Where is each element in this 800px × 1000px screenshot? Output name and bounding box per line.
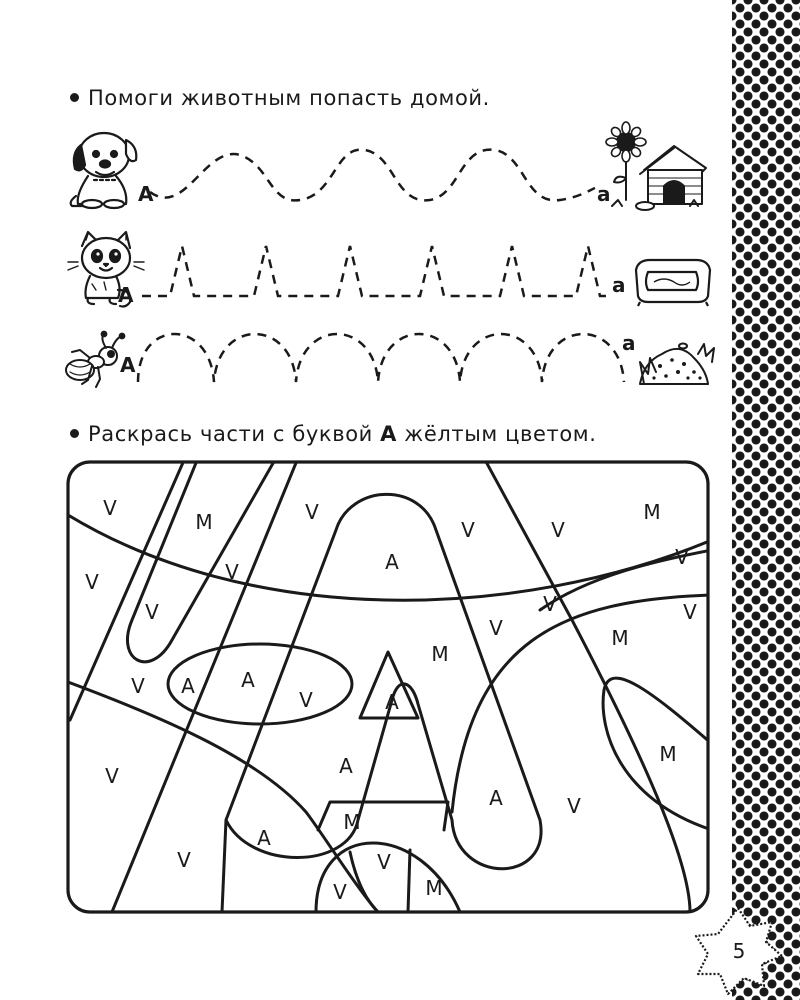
puzzle-letter: A <box>339 754 353 778</box>
puzzle-letter: M <box>659 742 677 766</box>
puzzle-letter: A <box>257 826 271 850</box>
ant-icon <box>66 332 124 387</box>
page-number-badge <box>696 908 782 994</box>
puzzle-letter: M <box>643 500 661 524</box>
puzzle-letter: M <box>431 642 449 666</box>
tracing-path-arches <box>138 334 624 382</box>
puzzle-letter: V <box>177 848 191 872</box>
tracing-path-zigzag <box>142 246 610 296</box>
puzzle-letter: V <box>103 496 117 520</box>
page-number: 5 <box>732 939 746 963</box>
puzzle-letter: A <box>385 550 399 574</box>
coloring-puzzle <box>60 458 712 912</box>
puzzle-letter: V <box>489 616 503 640</box>
tracing-row-2 <box>68 232 710 307</box>
puzzle-letter: A <box>181 674 195 698</box>
tracing-path-wave <box>150 150 595 201</box>
task-2-suffix: жёлтым цветом. <box>397 422 597 446</box>
task-2-prefix: Раскрась части с буквой <box>88 422 381 446</box>
puzzle-letter: M <box>611 626 629 650</box>
puzzle-letter: M <box>195 510 213 534</box>
puzzle-letter: V <box>105 764 119 788</box>
end-letter: а <box>612 273 626 297</box>
puzzle-letter: A <box>385 690 399 714</box>
task-1-text: Помоги животным попасть домой. <box>88 86 490 110</box>
puzzle-letter: V <box>461 518 475 542</box>
puzzle-letter: V <box>225 560 239 584</box>
puzzle-letter: A <box>489 786 503 810</box>
start-letter: А <box>120 353 136 377</box>
puzzle-letter: V <box>567 794 581 818</box>
tongue-shape <box>127 458 276 662</box>
anthill-icon <box>640 344 714 385</box>
start-letter: А <box>138 182 154 206</box>
right-lens <box>603 678 712 830</box>
puzzle-letter: V <box>131 674 145 698</box>
puzzle-letter: V <box>299 688 313 712</box>
pet-bed-icon <box>636 260 710 306</box>
puzzle-letter: V <box>145 600 159 624</box>
puzzle-letter: V <box>333 880 347 904</box>
dog-house-icon <box>606 122 706 210</box>
end-letter: а <box>622 331 636 355</box>
puzzle-letter: V <box>543 592 557 616</box>
puzzle-letter: V <box>683 600 697 624</box>
puzzle-letter: V <box>305 500 319 524</box>
tracing-row-3 <box>66 331 714 387</box>
puzzle-letter: V <box>551 518 565 542</box>
puzzle-letter: V <box>377 850 391 874</box>
puzzle-letter: A <box>241 668 255 692</box>
end-letter: а <box>597 182 611 206</box>
center-ellipse <box>168 644 352 724</box>
task-2-bold-letter: А <box>380 422 398 446</box>
puzzle-letter: V <box>675 545 689 569</box>
right-diagonal <box>484 458 690 912</box>
puzzle-letter: V <box>85 570 99 594</box>
crossbar <box>318 802 448 830</box>
puzzle-letter: M <box>343 810 361 834</box>
tracing-row-1 <box>71 122 706 210</box>
puzzle-letter: M <box>425 876 443 900</box>
start-letter: А <box>118 283 134 307</box>
puppy-icon <box>71 133 137 208</box>
